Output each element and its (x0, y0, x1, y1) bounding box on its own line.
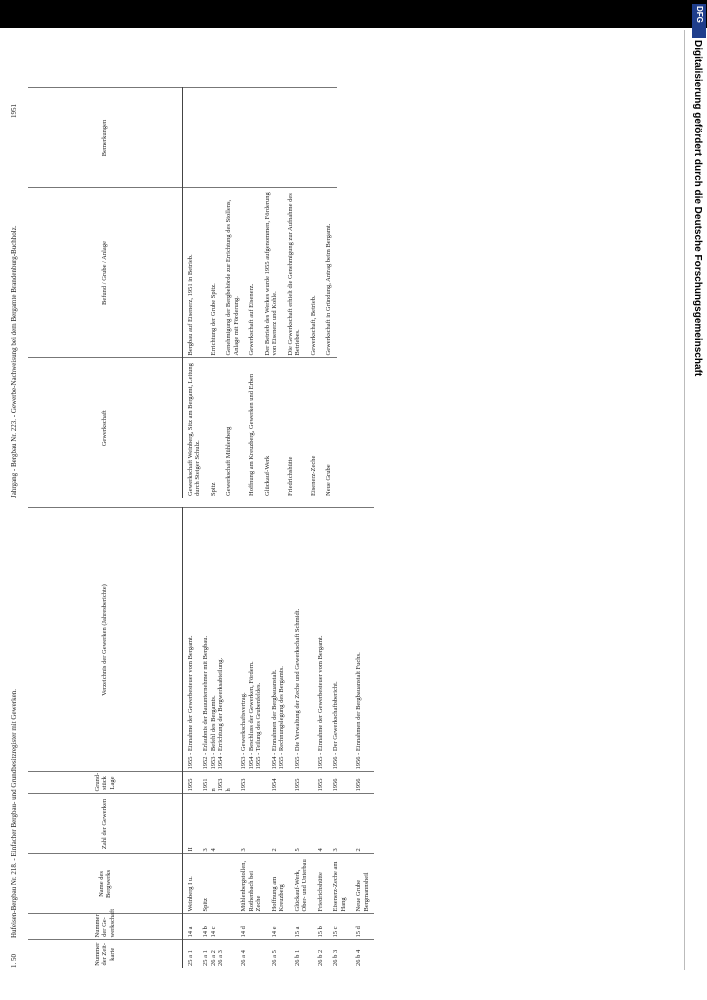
table-cell: 1954 (267, 772, 290, 794)
table-cell (321, 88, 336, 188)
table-cell: 1955 - Die Verwaltung der Zeche und Gewerkschaft Schmidt. (290, 508, 313, 772)
table-row (321, 88, 336, 498)
table-cell (244, 88, 259, 188)
table-cell: 1956 (328, 772, 351, 794)
table-cell: 14 a (183, 914, 199, 940)
table-cell: Genehmigung der Bergbehörde zur Errichtung des Stollens, Anlage mit Förderung. (221, 188, 244, 358)
table-cell: 26 a 5 (267, 940, 290, 968)
table-cell: Glückauf-Werk, Ober- und Unterbau (290, 854, 313, 914)
table-cell: Friedrichshütte (283, 358, 306, 498)
table-row (328, 508, 351, 968)
table-cell: 1956 - Einnahmen der Bergbauanstalt Fuchs. (351, 508, 374, 772)
table-cell: Glückauf-Werk (260, 358, 283, 498)
table-cell: 3 4 (198, 794, 236, 854)
table-cell: 15 d (351, 914, 374, 940)
table-row (221, 88, 244, 498)
column-header: Verzeichnis der Gewerken (Jahresberichte) (28, 508, 183, 772)
table-cell: 26 a 4 (236, 940, 266, 968)
table-row (283, 88, 306, 498)
left-page-number: 1. 50 (10, 954, 18, 968)
right-page-number: 1951 (10, 104, 18, 118)
table-cell: Neue Grube Bergmannsheil (351, 854, 374, 914)
table-cell: 1955 (183, 772, 199, 794)
table-row (183, 88, 206, 498)
column-header: Zahl der Gewerken (28, 794, 183, 854)
table-cell: 1956 (351, 772, 374, 794)
table-cell: 26 b 4 (351, 940, 374, 968)
table-cell: Die Gewerkschaft erhielt die Genehmigung zur Aufnahme des Betriebes. (283, 188, 306, 358)
table-row (290, 508, 313, 968)
top-black-bar (0, 0, 707, 28)
column-header: Name des Bergwerks (28, 854, 183, 914)
column-header: Nummer der Zeit-karte (28, 940, 183, 968)
table-cell: Hoffnung am Kreuzberg, Gewerken und Erben (244, 358, 259, 498)
table-row (267, 508, 290, 968)
left-register-table (28, 508, 374, 969)
table-row (351, 508, 374, 968)
table-cell: 14 b 14 c (198, 914, 236, 940)
table-cell: 14 e (267, 914, 290, 940)
table-cell: 3 (236, 794, 266, 854)
table-row (313, 508, 328, 968)
table-row (183, 508, 199, 968)
table-cell: Der Betrieb des Werkes wurde 1955 aufgenommen, Förderung von Eisenerz und Kohle. (260, 188, 283, 358)
table-row (244, 88, 259, 498)
table-cell (221, 88, 244, 188)
table-cell (283, 88, 306, 188)
table-cell: 1955 (290, 772, 313, 794)
right-page-title: Jahrgang - Bergbau Nr. 223. - Gewerbe-Nachweisung bei dem Bergamte Brandenburg-Buchholz. (10, 225, 18, 498)
table-cell: 15 c (328, 914, 351, 940)
table-cell: 25 a 1 (183, 940, 199, 968)
dfg-watermark: Digitalisierung gefördert durch die Deutsche Forschungsgemeinschaft (692, 40, 703, 377)
table-cell: 5 (290, 794, 313, 854)
table-cell: 1955 - Einnahme der Gewerbesteuer vom Bergamt. (313, 508, 328, 772)
column-header: Nummer der Ge-werkschaft (28, 914, 183, 940)
table-cell: Hoffnung am Kreuzberg (267, 854, 290, 914)
table-cell (306, 88, 321, 188)
rotated-content (10, 88, 680, 968)
table-cell: II (183, 794, 199, 854)
table-cell (260, 88, 283, 188)
table-cell: 2 (351, 794, 374, 854)
table-cell: 1953 (236, 772, 266, 794)
table-cell: 14 d (236, 914, 266, 940)
column-header: Befund / Grube / Anlage (28, 188, 183, 358)
table-cell: 1955 - Einnahme der Gewerbesteuer vom Bergamt. (183, 508, 199, 772)
column-header: Grund-stück Lage (28, 772, 183, 794)
document-page (0, 28, 690, 968)
table-cell: Spitz (198, 854, 236, 914)
table-row (206, 88, 221, 498)
table-cell: 15 a (290, 914, 313, 940)
table-cell: 26 b 3 (328, 940, 351, 968)
column-header: Bemerkungen (28, 88, 183, 188)
table-row (260, 88, 283, 498)
table-cell: Gewerkschaft Mühlenberg (221, 358, 244, 498)
table-cell: Gewerkschaft, Betrieb. (306, 188, 321, 358)
left-page-title: Hufeisen-Bergbau Nr. 218. - Einfacher Bergbau- und Grundbesitzregister mit Gewerken. (10, 689, 18, 938)
table-cell: 1952 - Erlaubnis der Bauunternehmer mit Bergbau. 1953 - Befehl des Bergamts. 1954 - Errichtung der Bergwerksabteilung. (198, 508, 236, 772)
table-cell: Friedrichshütte (313, 854, 328, 914)
table-cell: Gewerkschaft in Gründung, Antrag beim Bergamt. (321, 188, 336, 358)
table-cell: 1956 - Der Gewerkschaftsbericht. (328, 508, 351, 772)
table-cell: Mühlenbergstollen, Rothenbach bei Zeche (236, 854, 266, 914)
table-row (198, 508, 236, 968)
table-cell: Gewerkschaft auf Eisenerz. (244, 188, 259, 358)
table-cell: 1953 - Gewerkschaftsvertrag. 1954 - Beschluss der Gewerken, Fördern. 1955 - Teilung des Grubenfeldes. (236, 508, 266, 772)
table-cell: 1954 - Einnahmen der Bergbauanstalt. 1955 - Rechnungslegung des Bergamts. (267, 508, 290, 772)
running-header (10, 88, 24, 968)
table-cell: 25 a 1 26 a 2 26 a 3 (198, 940, 236, 968)
table-cell: Neue Grube (321, 358, 336, 498)
table-cell: 4 (313, 794, 328, 854)
table-cell: Spitz (206, 358, 221, 498)
column-header: Gewerkschaft (28, 358, 183, 498)
table-cell: 26 b 2 (313, 940, 328, 968)
table-cell: Errichtung der Grube Spitz. (206, 188, 221, 358)
right-register-table (28, 88, 337, 499)
table-cell: 1951 n 1953 h (198, 772, 236, 794)
table-cell: 26 b 1 (290, 940, 313, 968)
table-cell: 1955 (313, 772, 328, 794)
table-cell: Bergbau auf Eisenerz, 1951 in Betrieb. (183, 188, 206, 358)
table-row (236, 508, 266, 968)
table-cell: 15 b (313, 914, 328, 940)
page-edge-line (684, 30, 685, 970)
table-cell (183, 88, 206, 188)
table-cell: Eisenerz-Zeche (306, 358, 321, 498)
table-cell: 3 (328, 794, 351, 854)
table-cell: Gewerkschaft Weinberg, Sitz am Bergamt, Leitung durch Steiger Schulz. (183, 358, 206, 498)
table-cell: 2 (267, 794, 290, 854)
table-cell: Weinberg I u. (183, 854, 199, 914)
table-cell: Eisenerz-Zeche am Hang (328, 854, 351, 914)
table-row (306, 88, 321, 498)
dfg-logo: DFG (692, 4, 706, 38)
table-cell (206, 88, 221, 188)
